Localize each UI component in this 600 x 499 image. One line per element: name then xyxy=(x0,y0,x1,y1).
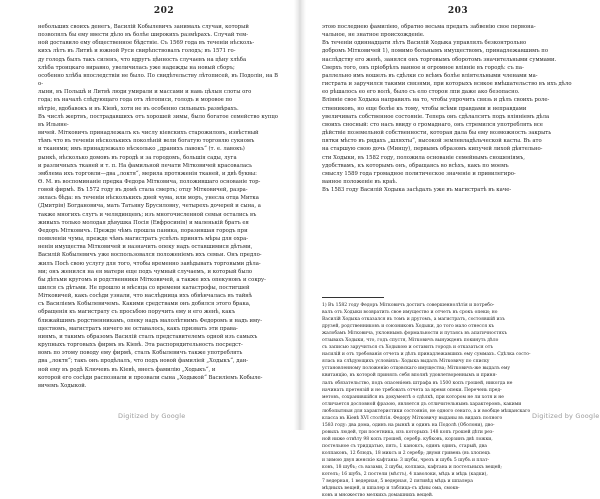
left-page-lines-line: года; въ началѣ слѣдующаго года отъ лѣтописи, голодъ и моровое по xyxy=(38,97,233,104)
left-page-lines-line: крупныхъ торговыхъ фирмъ въ Кіевѣ. Эта распорядительность посредст- xyxy=(38,342,243,349)
right-page-lines-line: смыслу 1589 года громадное политическое значеніе и привилегиро- xyxy=(322,170,516,177)
book-gutter xyxy=(294,0,306,430)
right-page-lines-line: Вліяніе свое Ходыка направилъ на то, чтобы упрочить связь и дѣлъ своихъ роле- xyxy=(322,97,550,104)
left-page-lines-line: ной доставило ему общественное бѣдствіе. Съ 1569 года въ теченіи нѣсколь- xyxy=(38,40,255,47)
left-page-lines-line: вѣтріе, вдобавокъ и въ Кіевѣ, хотя не въ особенно сильныхъ размѣрахъ. xyxy=(38,105,239,112)
footnote xyxy=(322,302,574,499)
right-page-lines-line: увеличивать собственное состояніе. Теперь онъ сдѣлалсятъ подъ вліяніемъ дѣла xyxy=(322,113,550,120)
left-page-lines-line: живыхъ только молодая дѣвушка Посія (Евфросинія) и маленькій братъ ея xyxy=(38,219,249,226)
right-page-footnote-line: жалобамъ Мітковича, уклоннымъ формальности и путаясь въ апатичностяхъ xyxy=(322,331,507,337)
left-page-lines-line: ной ему въ родѣ Ключевъ въ Кіевѣ, внесъ фамилію „Ходыкъ“, и xyxy=(38,366,216,373)
right-page-lines-line: чальное, не знатное происхожденіе. xyxy=(322,32,425,39)
left-page-lines-line: ми; онъ женился на ея матери еще подъ чумный случаемъ, и который было xyxy=(38,268,253,275)
left-page-lines-line: также многихъ слугъ и челядинцевъ; изъ многочисленной семьи остались въ xyxy=(38,211,257,218)
right-page-footnote-line: любопытныя для характеристики состоянія, не одного сенато, а и вообще мѣщанскаго xyxy=(322,408,531,414)
right-page-footnote-line: 1) Въ 1582 году Федоръ Мітковичъ достигъ совершеннолѣтія и потребо- xyxy=(322,303,495,308)
left-page-lines-line: тѣмъ что въ теченіи нѣсколькихъ поколѣній вели богатую торговлю сукномъ xyxy=(38,138,255,145)
right-page-lines-line: ствениковъ, но еще болѣе къ тому, чтобы всѣми правдами и неправдами xyxy=(322,105,527,112)
left-page-lines-line: Ө. М. въ воспоминаніе предка Федора Мітковича, положившаго основаніе тор- xyxy=(38,178,261,185)
left-page-lines-line: бы дѣтьми кругомъ и родственники Мітковичей, а также ихъ опекуновъ и сокру- xyxy=(38,276,266,283)
left-page-lines-line: позволялъ бы ему ввести дѣло въ болѣе широкихъ размѣрахъ. Случай тем- xyxy=(38,32,249,39)
right-page-footnote-line: постельное съ тридцатью, пять, 1 каноксъ, одинъ одинъ, старый, два xyxy=(322,443,487,449)
right-page-footnote-line: установленному положенію отцовскаго имущества; Мітковичъ-же выдалъ ему xyxy=(322,366,510,372)
right-page-footnote-line: метовъ, сохранившійся въ документѣ о сдѣлкѣ, при котором не ли хотя и не xyxy=(322,394,504,400)
left-page-lines-line: и различныхъ тканей и т. п. На фамильной печати Мітковичей красовалась xyxy=(38,162,253,169)
right-page-footnote-line: ной ниже отвѣту 98 копъ грошей, серебр. кубковъ, корзинъ двѣ ложки, xyxy=(322,436,493,442)
left-page-lines-line: Въ числѣ жертвъ, пострадавшихъ отъ хорошей зимы, было богатое семейство купцовъ Ильяне- xyxy=(38,113,278,128)
left-page-lines-line: лыни, въ Польшѣ и Литвѣ люди умирали и массами и навь цѣлыя слоты ого xyxy=(38,89,252,96)
left-page-lines-line: ниямъ, и такимъ образомъ Василій сталъ представителемъ одной изъ самыхъ xyxy=(38,333,258,340)
right-page-lines-line: гистрата и заручился такими связями, при которыхъ всякое вмѣшательство въ ихъ дѣло xyxy=(322,81,572,88)
left-page-lines-line: вомъ по этому поводу ему фирмѣ, сталъ Кобылевичъ также употреблять xyxy=(38,350,243,357)
left-page-lines-line: ду голодъ былъ такъ силенъ, что вдругъ цѣнность случаевъ на цѣну хлѣба xyxy=(38,56,247,63)
left-page-lines-line: хлѣба троицкаго виравно, увеличилась уже надежды на новый сборъ; xyxy=(38,64,235,71)
right-page-number: 203 xyxy=(447,6,469,16)
left-body-text xyxy=(38,23,278,390)
right-page-lines-line: наслѣдству его женѣ, занялся онъ торговымъ оборотомъ значительными суммами. xyxy=(322,56,557,63)
right-page-lines-line: Въ теченіи одиннадцати лѣтъ Василій Ходыка управлялъ безконтрольно xyxy=(322,40,527,47)
right-page-footnote-line: мѣдныхъ вещей, и шпалер и таблица-съ цѣны ома, смокв- xyxy=(322,486,460,492)
right-page-lines-line: своихъ сносный: сто насъ ввиду о громаднаго, онъ стремился употреблять все xyxy=(322,121,543,128)
left-page-lines-line: шился съ дѣтьми. Не прошло и мѣсяца со времени катастрофы, постигшей xyxy=(38,285,250,291)
left-page xyxy=(0,0,300,430)
right-page-footnote-line: съ записью заручиться съ Ходыкою и оставить городъ и отказаться отъ xyxy=(322,345,494,351)
right-page-footnote-line: Василій Ходыка отказался въ томъ и другомъ, а магистратъ, состоявшій изъ xyxy=(322,317,505,323)
left-page-lines-line: рынкѣ, нѣсколько домовъ въ городѣ и за городомъ, большія сады, луга xyxy=(38,154,237,161)
left-page-lines-line: жилъ Посѣ свою услугу для того, чтобы временно завѣдывать торговыми дѣла- xyxy=(38,260,261,267)
right-page-lines-line: ео рѣшалось ео его волѣ, было съ ело сторон лпи даже ако безопасно. xyxy=(322,89,520,96)
left-page-lines-line: вичемъ Ходыкой. xyxy=(38,382,87,389)
right-page-footnote-line: 7 ведерная, 1 ведерная, 5 ведерная, 2 пятивѣд мѣдь и шпалера xyxy=(322,479,473,485)
footnote-rule xyxy=(322,297,384,298)
left-page-lines-line: и тканями; имъ принадлежало нѣсколько „дранихъ лавокъ“ (т. е. лавокъ) xyxy=(38,146,245,153)
right-page-footnote-line: 1583 году: два дома, одинъ на рынкѣ и одинъ на Подолѣ (Оболони), дво- xyxy=(322,422,495,428)
right-page-lines-line: ванное положеніе въ краѣ. xyxy=(322,178,398,185)
right-page-footnote-line: отличается дословной фразою, является дъ отличительнымъ характеромъ, какими xyxy=(322,401,522,407)
right-page-lines-line: Въ 1583 году Василій Ходыка засѣдалъ уже въ магистратѣ въ каче- xyxy=(322,187,512,194)
left-page-lines-line: особенно хлѣба впоследствіи не было. По свидѣтельству лѣтописей, въ Подолін, на Во- xyxy=(38,72,278,88)
right-page-footnote-line: котелъ; 16 шубъ, 2 постели (мѣстъ), 4 паволоки, мѣдь и мѣдь (кадки), xyxy=(322,472,488,478)
left-page-lines-line: появленіи чумы, прежде чѣмъ магистратъ успѣлъ принять мѣры для охра- xyxy=(38,236,249,243)
left-page-lines-line: эмблема ихъ торговли—два „локтя“, мерила протяженія тканей, и двѣ буквы: xyxy=(38,170,257,177)
left-page-lines-line: говой фирмѣ. Въ 1572 году въ домѣ стала смерть; отцу Мітковичей, разра- xyxy=(38,187,248,194)
right-page-footnote-line: ковъ, 18 шубъ; съ вазами, 2 шубы, колпака, кафтана и постельныхъ вещей; xyxy=(322,465,502,471)
right-page-footnote-line: друзей, родственниковъ и союзниковъ Ходыки, до того мало отнесся къ xyxy=(322,324,495,330)
left-page-lines-line: Василій Кобылевичъ уже воспользовался положеніемъ ихъ семьи. Онъ предло- xyxy=(38,252,262,259)
right-page-lines-line: этою последнею фамиліею, обратно весьма предать забвенію свое первона- xyxy=(322,24,536,30)
left-watermark: Digitized by Google xyxy=(118,412,186,420)
left-page-lines-line: (Дмитрія) Богдановича, мать Татьяну Брусиловну, четырехъ дочерей и сына, а xyxy=(38,203,261,210)
right-page-lines-line: Сверхъ того, онъ пріобрѣлъ ванное и огромное вліяніе въ городѣ: съ па- xyxy=(322,64,524,71)
left-page-lines-line: два „локтя“; такъ онъ продѣлалъ, что подъ новой фамиліей „Ходыкъ“, дан- xyxy=(38,358,249,365)
right-body-text xyxy=(322,23,574,194)
left-page-lines-line: съ Василіемъ Кобылевичемъ. Какими средствами онъ добился этого брака, xyxy=(38,301,251,308)
left-page-lines-line: ближайшимъ родственникамъ, опеку надъ малолѣтнимъ Федоромъ и надъ иму- xyxy=(38,317,263,324)
right-page-footnote-line: и зимою двуя женскіе кафтаны: 3 шубы, чрезъ и шубъ 5 шубъ и плат- xyxy=(322,458,489,464)
left-page-number: 202 xyxy=(153,6,175,16)
right-page-footnote-line: валъ отъ Ходыки возвратить свое имущество и отчетъ въ срокъ опеки; но xyxy=(322,310,498,316)
right-page-footnote-line: квитанцію, въ которой принялъ себя вполнѣ удовлетвореннымъ и приня- xyxy=(322,373,497,379)
right-page-lines-line: дѣйствіе поземельной собственности, которая дала бы ему возможность закрыть xyxy=(322,130,552,137)
right-page-footnote-line: лалъ обязательство, подъ опасеніемъ штрафа въ 1500 копъ грошей, никогда не xyxy=(322,380,513,386)
left-page-lines-line: небольших своихъ денегъ, Василій Кобылевичъ занималь случаи, который xyxy=(38,24,249,30)
left-page-lines-line: Федоръ Мітковичъ. Прежде чѣмъ прошла паника, поразившая городъ при xyxy=(38,227,248,234)
right-page-footnote-line: начинать претензій и не требовать отчета за время опеки. Перечень пред- xyxy=(322,387,502,393)
right-page-footnote-line: колпаковъ, 12 блюдъ, 18 миксъ и 2 серебр; двумя гривень (въ хлопецъ xyxy=(322,450,491,456)
right-page xyxy=(300,0,600,499)
left-page-lines-line: ществомъ, магистратъ ничего не оставалось, какъ призвать эти права- xyxy=(38,325,238,332)
right-page-lines-line: удобствамъ, къ которымъ онъ, обращаясь во всѣхъ, какъ по моемъ xyxy=(322,162,509,169)
right-page-footnote-line: класса въ Кіевѣ XVI столѣтія. Федору Мітковичу выданы въ видахъ полного xyxy=(322,415,503,421)
right-page-footnote-line: ковъ и множество мелкихъ домашнихъ вещей. xyxy=(322,493,434,499)
right-page-footnote-line: отзывахъ Ходыки, что, годъ спустя, Мітковичъ вынужденъ покинуть дѣло xyxy=(322,338,499,344)
right-page-lines-line: добромъ Мітковичей 1), помимо больнымъ имуществомъ, принадлежавшимъ по xyxy=(322,48,549,55)
right-page-lines-line: на старшую свою дочь (Минцу), первымъ образомъ кипучей лихой дѣятельно- xyxy=(322,146,543,153)
right-page-lines-line: раллельно имъ вошелъ въ сдѣлки со всѣмъ болѣе вліятельными членами ма- xyxy=(322,72,538,79)
left-page-lines-line: зилась бѣда: въ теченіи нѣсколькихъ дней чума, или моръ, унесла отца Митка xyxy=(38,195,259,202)
left-page-lines-line: ненія имущества Мітковичей и назначить опеку надъ оставшимися дѣтьми, xyxy=(38,244,253,251)
left-page-lines-line: вичей. Мітковичъ принадлежалъ къ числу кіевскихъ старожиловъ, извѣстный xyxy=(38,130,259,137)
left-page-lines-line: кихъ лѣтъ въ Литвѣ и южной Руси свирѣпствовалъ голодъ; въ 1571 го- xyxy=(38,48,236,55)
right-page-lines-line: пятки мѣсто въ рядахъ „шляхты“, высокой землевладѣльческой касты. Въ ато xyxy=(322,138,542,145)
right-page-footnote-line: ялась на слѣдующихъ условіяхъ: Ходыка выдалъ Мітковичу по списку xyxy=(322,359,490,365)
left-page-lines-line: которой его сосѣди распознали и прозвали сына „Ходыкой“ Василіемъ Кобыле- xyxy=(38,374,263,381)
right-page-footnote-line: насилій и отъ требованія отчета и дѣлъ принадлежавшихъ ему суммахъ. Сдѣлка состо- xyxy=(322,352,531,358)
left-page-lines-line: Мітковичей, какъ сосѣди узнали, что наслѣдница ихъ обвѣнчалась въ тайнѣ xyxy=(38,293,253,300)
right-page-footnote-line: ровыхъ людей, три посетника, изъ которыхъ 148 копъ грошей дѣти рез- xyxy=(322,429,494,435)
left-page-lines-line: обращенія къ магистрату съ просьбою поручить ему и его женѣ, какъ xyxy=(38,309,236,316)
right-watermark: Digitized by Google xyxy=(532,412,600,420)
right-page-lines-line: сти Ходыки, въ 1582 году, положила основаніе семейнымъ сношеніямъ, xyxy=(322,154,525,161)
